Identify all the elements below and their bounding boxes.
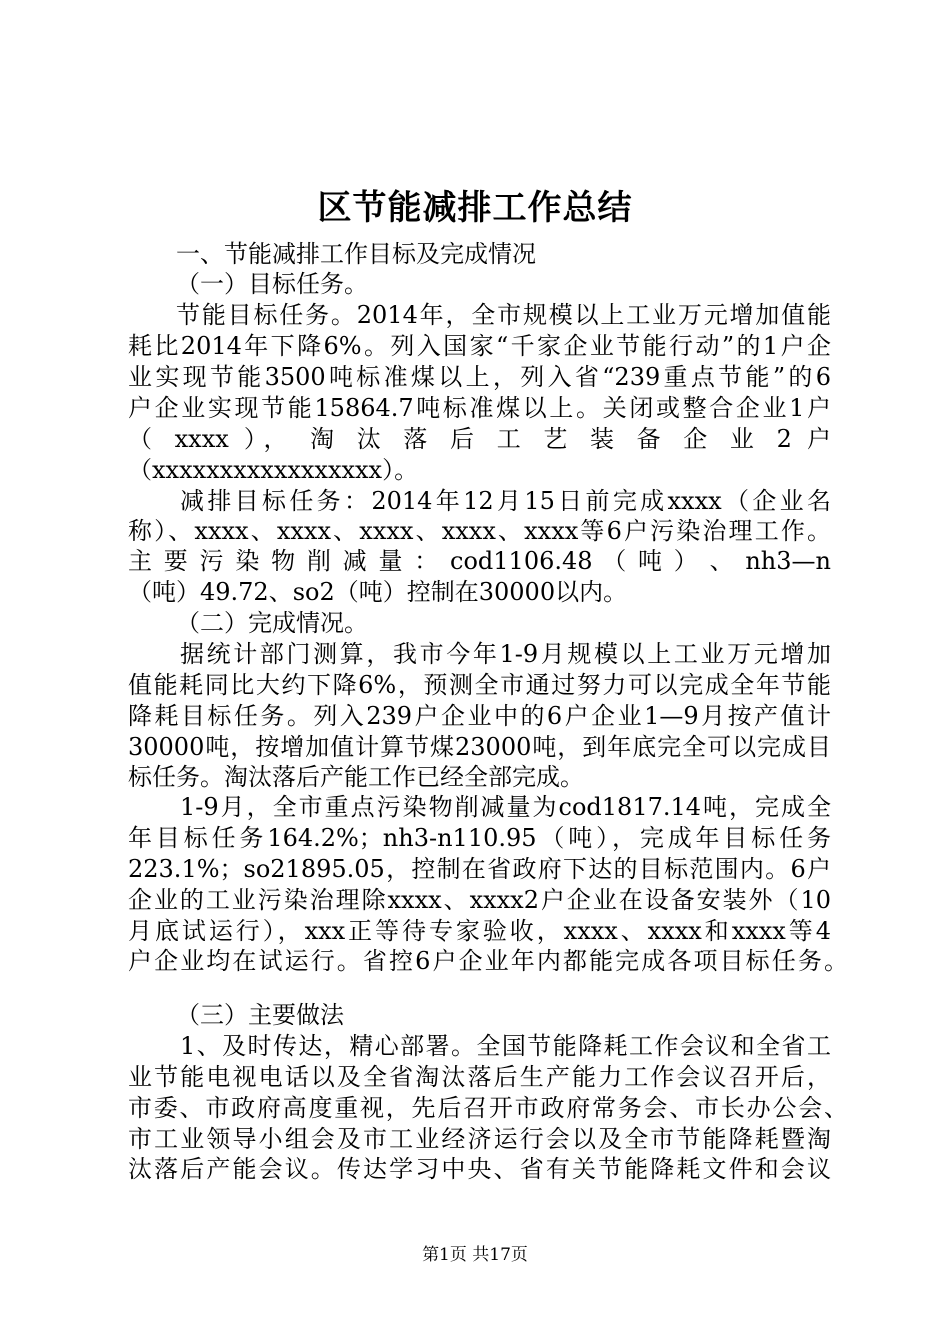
paragraph-line: 业实现节能3500吨标准煤以上，列入省“239重点节能”的6 xyxy=(128,363,831,391)
paragraph-line: 节能目标任务。2014年，全市规模以上工业万元增加值能 xyxy=(176,301,831,329)
paragraph-line: 耗比2014年下降6%。列入国家“千家企业节能行动”的1户企 xyxy=(128,332,831,360)
paragraph-line: 企业的工业污染治理除xxxx、xxxx2户企业在设备安装外（10 xyxy=(128,886,831,914)
subsection-heading-2: （二）完成情况。 xyxy=(176,609,368,637)
paragraph-line: 30000吨，按增加值计算节煤23000吨，到年底完全可以完成目 xyxy=(128,733,831,761)
paragraph-line: 市工业领导小组会及市工业经济运行会以及全市节能降耗暨淘 xyxy=(128,1125,831,1153)
subsection-heading-3: （三）主要做法 xyxy=(176,1001,344,1029)
paragraph-line: 户企业均在试运行。省控6户企业年内都能完成各项目标任务。 xyxy=(128,947,848,975)
section-heading-1: 一、节能减排工作目标及完成情况 xyxy=(176,240,536,268)
subsection-heading-1: （一）目标任务。 xyxy=(176,270,368,298)
paragraph-line: 主 要 污 染 物 削 减 量 ： cod1106.48 （ 吨 ） 、 nh3—n xyxy=(128,547,831,575)
paragraph-line: 市委、市政府高度重视，先后召开市政府常务会、市长办公会、 xyxy=(128,1094,848,1122)
paragraph-line: 标任务。淘汰落后产能工作已经全部完成。 xyxy=(128,763,584,791)
paragraph-line: 汰落后产能会议。传达学习中央、省有关节能降耗文件和会议 xyxy=(128,1155,831,1183)
paragraph-line: （xxxxxxxxxxxxxxxxx）。 xyxy=(128,456,419,484)
document-title: 区节能减排工作总结 xyxy=(317,188,633,228)
paragraph-line: 值能耗同比大约下降6%，预测全市通过努力可以完成全年节能 xyxy=(128,671,831,699)
paragraph-line: 年目标任务164.2%；nh3-n110.95（吨），完成年目标任务 xyxy=(128,824,831,852)
paragraph-line: 业节能电视电话以及全省淘汰落后生产能力工作会议召开后， xyxy=(128,1063,831,1091)
paragraph-line: 月底试运行），xxx正等待专家验收，xxxx、xxxx和xxxx等4 xyxy=(128,917,831,945)
paragraph-line: 称）、xxxx、xxxx、xxxx、xxxx、xxxx等6户污染治理工作。 xyxy=(128,517,831,545)
paragraph-line: 223.1%；so21895.05，控制在省政府下达的目标范围内。6户 xyxy=(128,855,831,883)
paragraph-line: 据统计部门测算，我市今年1-9月规模以上工业万元增加 xyxy=(180,640,831,668)
paragraph-line: 户企业实现节能15864.7吨标准煤以上。关闭或整合企业1户 xyxy=(128,394,831,422)
paragraph-line: 1-9月，全市重点污染物削减量为cod1817.14吨，完成全 xyxy=(180,793,831,821)
paragraph-line: 降耗目标任务。列入239户企业中的6户企业1—9月按产值计 xyxy=(128,702,831,730)
page-footer: 第1页 共17页 xyxy=(422,1245,528,1265)
paragraph-line: （吨）49.72、so2（吨）控制在30000以内。 xyxy=(128,578,628,606)
paragraph-line: 1、及时传达，精心部署。全国节能降耗工作会议和全省工 xyxy=(180,1032,831,1060)
paragraph-line: 减排目标任务：2014年12月15日前完成xxxx（企业名 xyxy=(180,487,831,515)
paragraph-line: （ xxxx ）， 淘 汰 落 后 工 艺 装 备 企 业 2 户 xyxy=(128,425,831,453)
